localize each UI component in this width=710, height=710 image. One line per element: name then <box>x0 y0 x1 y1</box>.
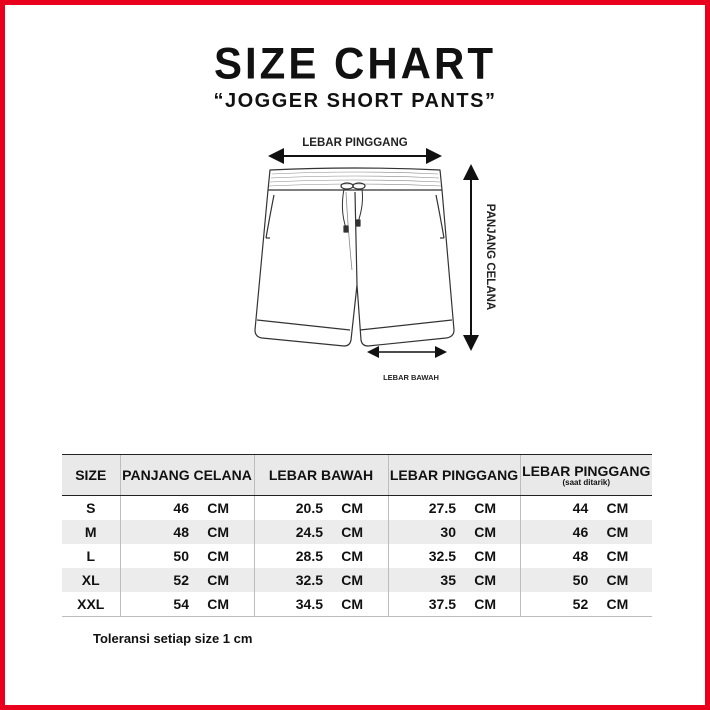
cell-size: XXL <box>62 592 120 617</box>
size-table <box>62 454 652 617</box>
table-row <box>62 592 652 617</box>
waist-width-label: LEBAR PINGGANG <box>302 137 408 149</box>
header-length: PANJANG CELANA <box>120 455 254 496</box>
page-subtitle: “JOGGER SHORT PANTS” <box>213 90 497 112</box>
cell-unit: CM <box>474 548 496 564</box>
cell-hem <box>254 568 388 592</box>
cell-value: 37.5 <box>428 596 456 612</box>
cell-hem <box>254 520 388 544</box>
cell-waist-stretched <box>520 568 652 592</box>
cell-size: XL <box>62 568 120 592</box>
cell-value: 46 <box>572 524 589 540</box>
cell-waist <box>388 592 520 617</box>
table-header-row <box>62 455 652 496</box>
cell-value: 52 <box>572 596 589 612</box>
cell-value: 27.5 <box>428 500 456 516</box>
cell-waist-stretched <box>520 496 652 521</box>
cell-value: 52 <box>173 572 189 588</box>
header-waist-stretched-note: (saat ditarik) <box>562 478 611 487</box>
cell-waist-stretched <box>520 592 652 617</box>
cell-value: 50 <box>572 572 589 588</box>
cell-hem <box>254 592 388 617</box>
shorts-outline <box>255 168 454 346</box>
cell-unit: CM <box>606 548 629 564</box>
header-waist-stretched-label: LEBAR PINGGANG <box>522 463 651 479</box>
cell-unit: CM <box>341 572 363 588</box>
cell-value: 32.5 <box>295 572 323 588</box>
cell-length <box>120 568 254 592</box>
cell-unit: CM <box>207 572 229 588</box>
cell-unit: CM <box>341 596 363 612</box>
cell-unit: CM <box>207 548 229 564</box>
cell-waist-stretched <box>520 544 652 568</box>
cell-value: 30 <box>440 524 456 540</box>
cell-unit: CM <box>341 500 363 516</box>
cell-value: 44 <box>572 500 589 516</box>
header-waist: LEBAR PINGGANG <box>388 455 520 496</box>
cell-unit: CM <box>474 500 496 516</box>
cell-hem <box>254 544 388 568</box>
hem-width-label: LEBAR BAWAH <box>383 373 439 382</box>
cell-unit: CM <box>606 500 629 516</box>
cell-length <box>120 520 254 544</box>
tolerance-note: Toleransi setiap size 1 cm <box>93 631 253 646</box>
cell-value: 20.5 <box>295 500 323 516</box>
cell-unit: CM <box>606 524 629 540</box>
cell-value: 35 <box>440 572 456 588</box>
cell-unit: CM <box>474 524 496 540</box>
cell-value: 24.5 <box>295 524 323 540</box>
cell-size: S <box>86 500 96 516</box>
cell-unit: CM <box>207 596 229 612</box>
cell-waist <box>388 544 520 568</box>
cell-unit: CM <box>474 572 496 588</box>
table-row <box>62 496 652 521</box>
cell-value: 34.5 <box>295 596 323 612</box>
cell-length <box>120 592 254 617</box>
cell-length <box>120 496 254 521</box>
cell-waist <box>388 520 520 544</box>
header-size: SIZE <box>62 455 120 496</box>
cell-unit: CM <box>341 548 363 564</box>
cell-waist <box>388 496 520 521</box>
cell-unit: CM <box>341 524 363 540</box>
cell-value: 48 <box>173 524 189 540</box>
cell-value: 48 <box>572 548 589 564</box>
header-waist-stretched <box>520 455 652 496</box>
cell-waist-stretched <box>520 520 652 544</box>
table-row <box>62 568 652 592</box>
cell-length <box>120 544 254 568</box>
cell-unit: CM <box>207 500 229 516</box>
header-hem: LEBAR BAWAH <box>254 455 388 496</box>
cell-value: 46 <box>173 500 189 516</box>
table-row <box>62 544 652 568</box>
cell-size: L <box>86 548 96 564</box>
page-title: SIZE CHART <box>214 38 496 89</box>
cell-unit: CM <box>474 596 496 612</box>
table-row <box>62 520 652 544</box>
cell-value: 54 <box>173 596 189 612</box>
cell-waist <box>388 568 520 592</box>
cell-unit: CM <box>606 596 629 612</box>
cell-unit: CM <box>606 572 629 588</box>
cell-size: M <box>62 520 120 544</box>
cell-value: 32.5 <box>428 548 456 564</box>
cell-hem <box>254 496 388 521</box>
cell-unit: CM <box>207 524 229 540</box>
cell-value: 28.5 <box>295 548 323 564</box>
pants-length-label: PANJANG CELANA <box>484 203 496 311</box>
cell-value: 50 <box>173 548 189 564</box>
